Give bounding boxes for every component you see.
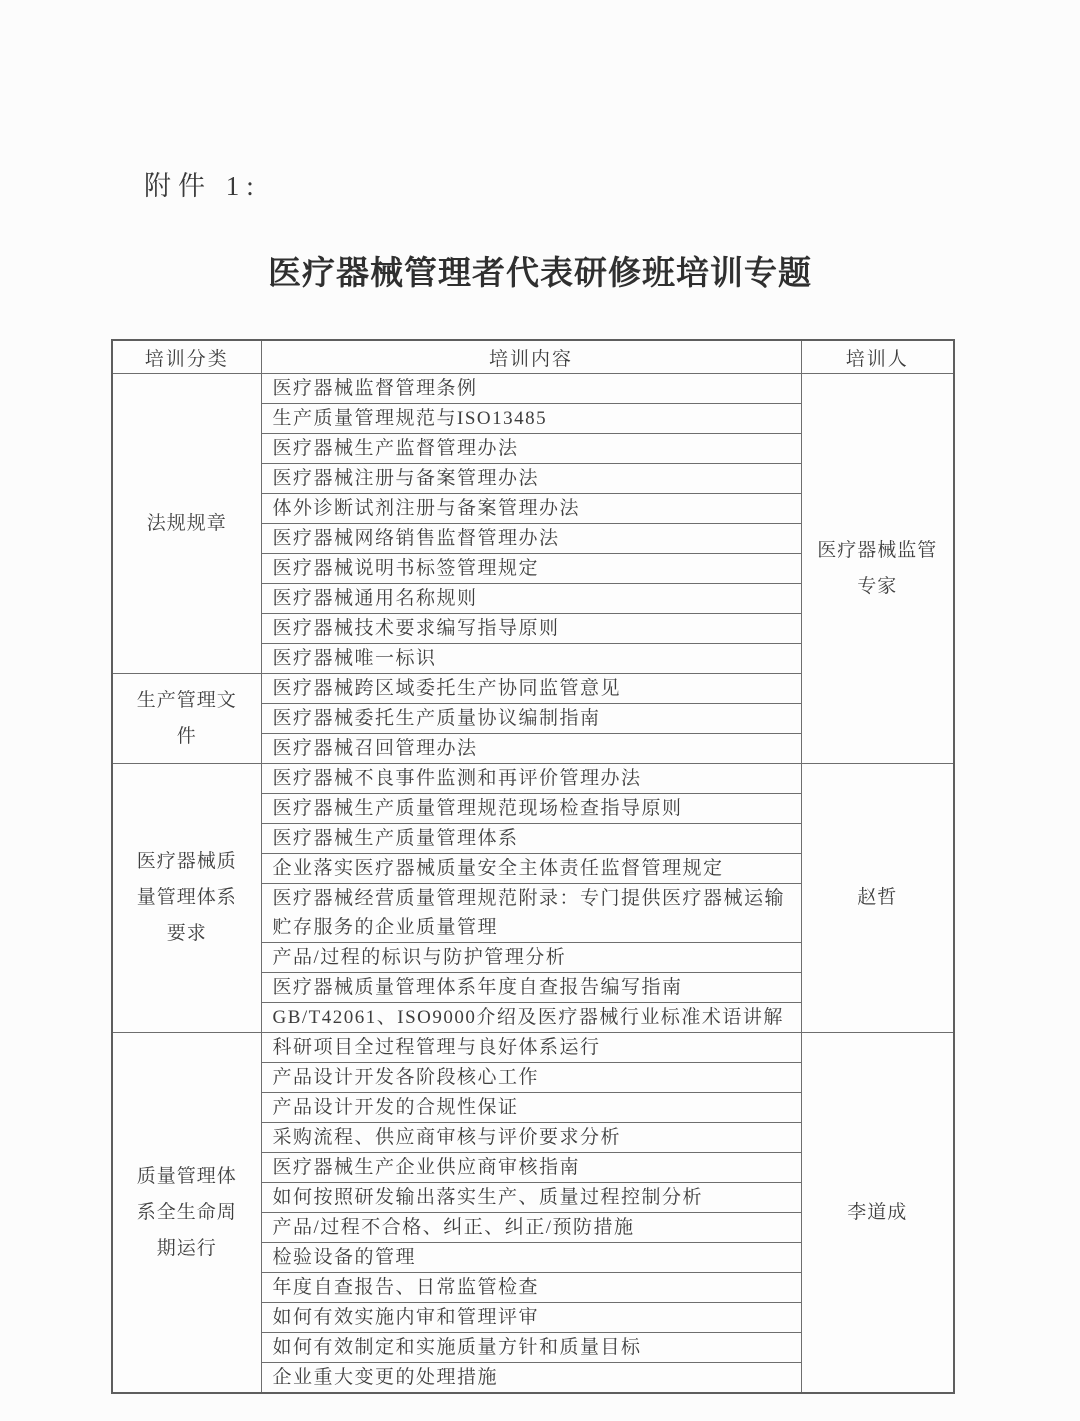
content-cell: 医疗器械经营质量管理规范附录：专门提供医疗器械运输贮存服务的企业质量管理 — [261, 884, 801, 943]
content-cell: 医疗器械唯一标识 — [261, 644, 801, 674]
content-cell: 医疗器械网络销售监督管理办法 — [261, 524, 801, 554]
content-cell: 生产质量管理规范与ISO13485 — [261, 404, 801, 434]
content-cell: 医疗器械生产质量管理体系 — [261, 824, 801, 854]
content-cell: 医疗器械监督管理条例 — [261, 374, 801, 404]
content-cell: 如何有效实施内审和管理评审 — [261, 1303, 801, 1333]
table-row — [112, 764, 954, 794]
content-cell: 如何按照研发输出落实生产、质量过程控制分析 — [261, 1183, 801, 1213]
content-cell: GB/T42061、ISO9000介绍及医疗器械行业标准术语讲解 — [261, 1003, 801, 1033]
content-cell: 检验设备的管理 — [261, 1243, 801, 1273]
header-cell-category: 培训分类 — [112, 340, 261, 374]
content-cell: 医疗器械技术要求编写指导原则 — [261, 614, 801, 644]
content-cell: 医疗器械生产企业供应商审核指南 — [261, 1153, 801, 1183]
category-cell: 质量管理体系全生命周期运行 — [112, 1033, 261, 1394]
content-cell: 产品/过程不合格、纠正、纠正/预防措施 — [261, 1213, 801, 1243]
trainer-cell: 医疗器械监管专家 — [801, 374, 954, 764]
category-cell: 法规规章 — [112, 374, 261, 674]
trainer-cell: 赵哲 — [801, 764, 954, 1033]
table-header — [112, 340, 954, 374]
content-cell: 产品设计开发各阶段核心工作 — [261, 1063, 801, 1093]
content-cell: 医疗器械生产质量管理规范现场检查指导原则 — [261, 794, 801, 824]
page-title: 医疗器械管理者代表研修班培训专题 — [268, 256, 812, 292]
table-row — [112, 374, 954, 404]
header-cell-content: 培训内容 — [261, 340, 801, 374]
category-cell: 生产管理文件 — [112, 674, 261, 764]
content-cell: 医疗器械说明书标签管理规定 — [261, 554, 801, 584]
content-cell: 医疗器械召回管理办法 — [261, 734, 801, 764]
header-cell-trainer: 培训人 — [801, 340, 954, 374]
table-row — [112, 1033, 954, 1063]
content-cell: 企业重大变更的处理措施 — [261, 1363, 801, 1394]
training-table-wrapper — [111, 339, 955, 1394]
content-cell: 科研项目全过程管理与良好体系运行 — [261, 1033, 801, 1063]
table-body — [112, 374, 954, 1394]
content-cell: 如何有效制定和实施质量方针和质量目标 — [261, 1333, 801, 1363]
content-cell: 医疗器械注册与备案管理办法 — [261, 464, 801, 494]
content-cell: 体外诊断试剂注册与备案管理办法 — [261, 494, 801, 524]
content-cell: 医疗器械通用名称规则 — [261, 584, 801, 614]
content-cell: 医疗器械委托生产质量协议编制指南 — [261, 704, 801, 734]
category-cell: 医疗器械质量管理体系要求 — [112, 764, 261, 1033]
content-cell: 采购流程、供应商审核与评价要求分析 — [261, 1123, 801, 1153]
content-cell: 产品/过程的标识与防护管理分析 — [261, 943, 801, 973]
content-cell: 年度自查报告、日常监管检查 — [261, 1273, 801, 1303]
attachment-label: 附件 1: — [144, 171, 261, 201]
content-cell: 企业落实医疗器械质量安全主体责任监督管理规定 — [261, 854, 801, 884]
header-row — [112, 340, 954, 374]
content-cell: 医疗器械质量管理体系年度自查报告编写指南 — [261, 973, 801, 1003]
content-cell: 医疗器械生产监督管理办法 — [261, 434, 801, 464]
content-cell: 医疗器械不良事件监测和再评价管理办法 — [261, 764, 801, 794]
content-cell: 产品设计开发的合规性保证 — [261, 1093, 801, 1123]
training-table — [111, 339, 955, 1394]
content-cell: 医疗器械跨区域委托生产协同监管意见 — [261, 674, 801, 704]
trainer-cell: 李道成 — [801, 1033, 954, 1394]
